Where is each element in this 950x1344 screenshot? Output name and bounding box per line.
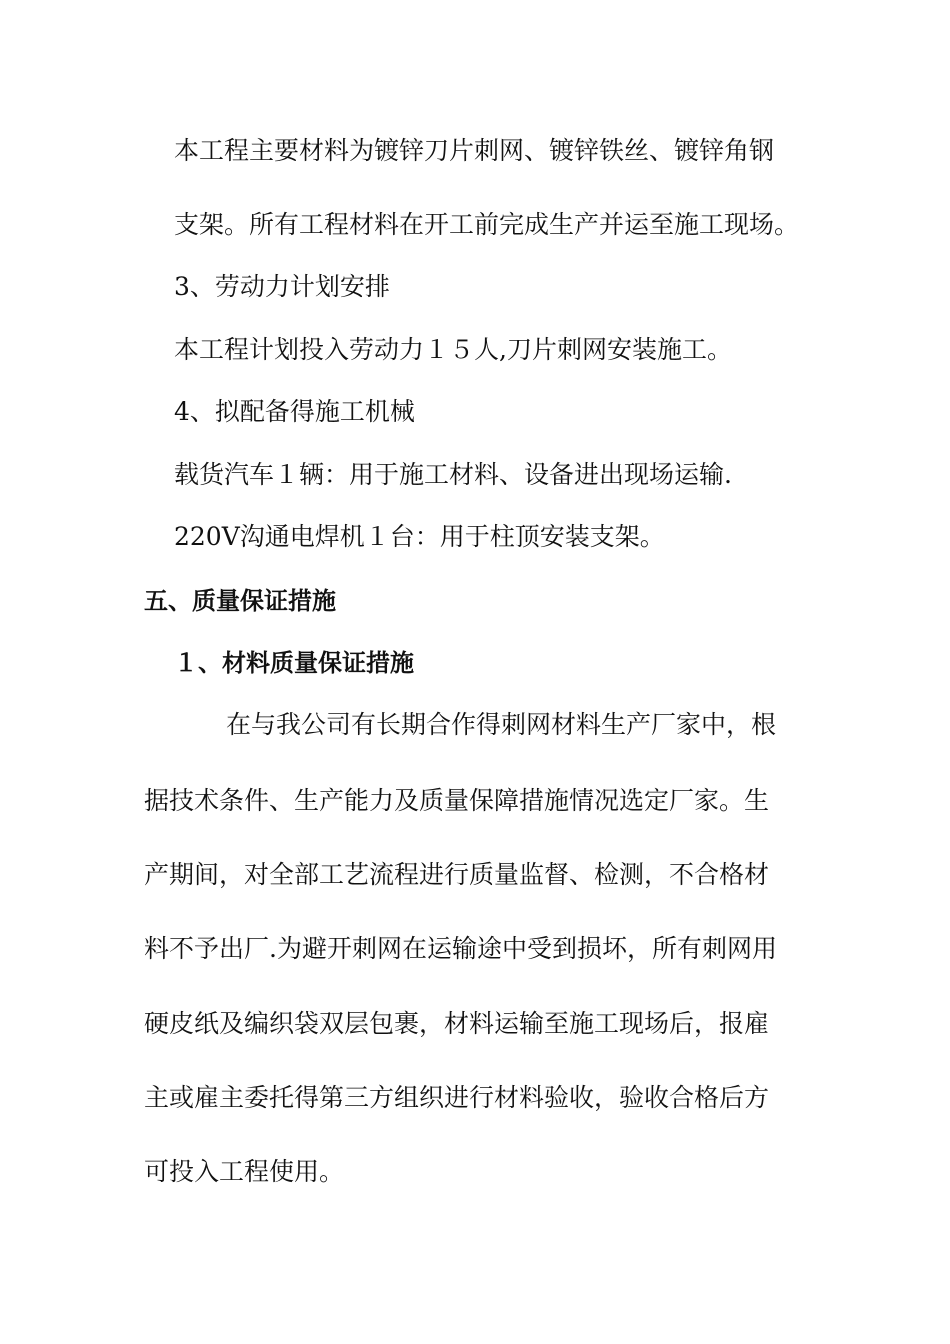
- paragraph-line-4: 料不予出厂.为避开刺网在运输途中受到损坏，所有刺网用: [144, 934, 777, 963]
- paragraph-line-1: 在与我公司有长期合作得刺网材料生产厂家中，根: [226, 710, 777, 739]
- body-line-materials-2: 支架。所有工程材料在开工前完成生产并运至施工现场。: [174, 210, 800, 239]
- paragraph-line-3: 产期间，对全部工艺流程进行质量监督、检测，不合格材: [144, 860, 770, 889]
- paragraph-line-7: 可投入工程使用。: [144, 1157, 345, 1186]
- paragraph-line-2: 据技术条件、生产能力及质量保障措施情况选定厂家。生: [144, 786, 770, 815]
- subheading-machinery: 4、拟配备得施工机械: [174, 397, 415, 426]
- subheading-labor-plan: 3、劳动力计划安排: [174, 272, 390, 301]
- paragraph-line-6: 主或雇主委托得第三方组织进行材料验收，验收合格后方: [144, 1083, 770, 1112]
- section-subtitle: １、材料质量保证措施: [174, 649, 414, 677]
- body-line-materials-1: 本工程主要材料为镀锌刀片刺网、镀锌铁丝、镀锌角钢: [174, 136, 775, 165]
- section-title: 五、质量保证措施: [144, 587, 336, 615]
- paragraph-line-5: 硬皮纸及编织袋双层包裹，材料运输至施工现场后，报雇: [144, 1009, 770, 1038]
- body-line-welder: 220V沟通电焊机１台：用于柱顶安装支架。: [174, 522, 665, 551]
- body-line-truck: 载货汽车１辆：用于施工材料、设备进出现场运输.: [174, 460, 732, 489]
- body-line-labor: 本工程计划投入劳动力１５人,刀片刺网安装施工。: [174, 335, 732, 364]
